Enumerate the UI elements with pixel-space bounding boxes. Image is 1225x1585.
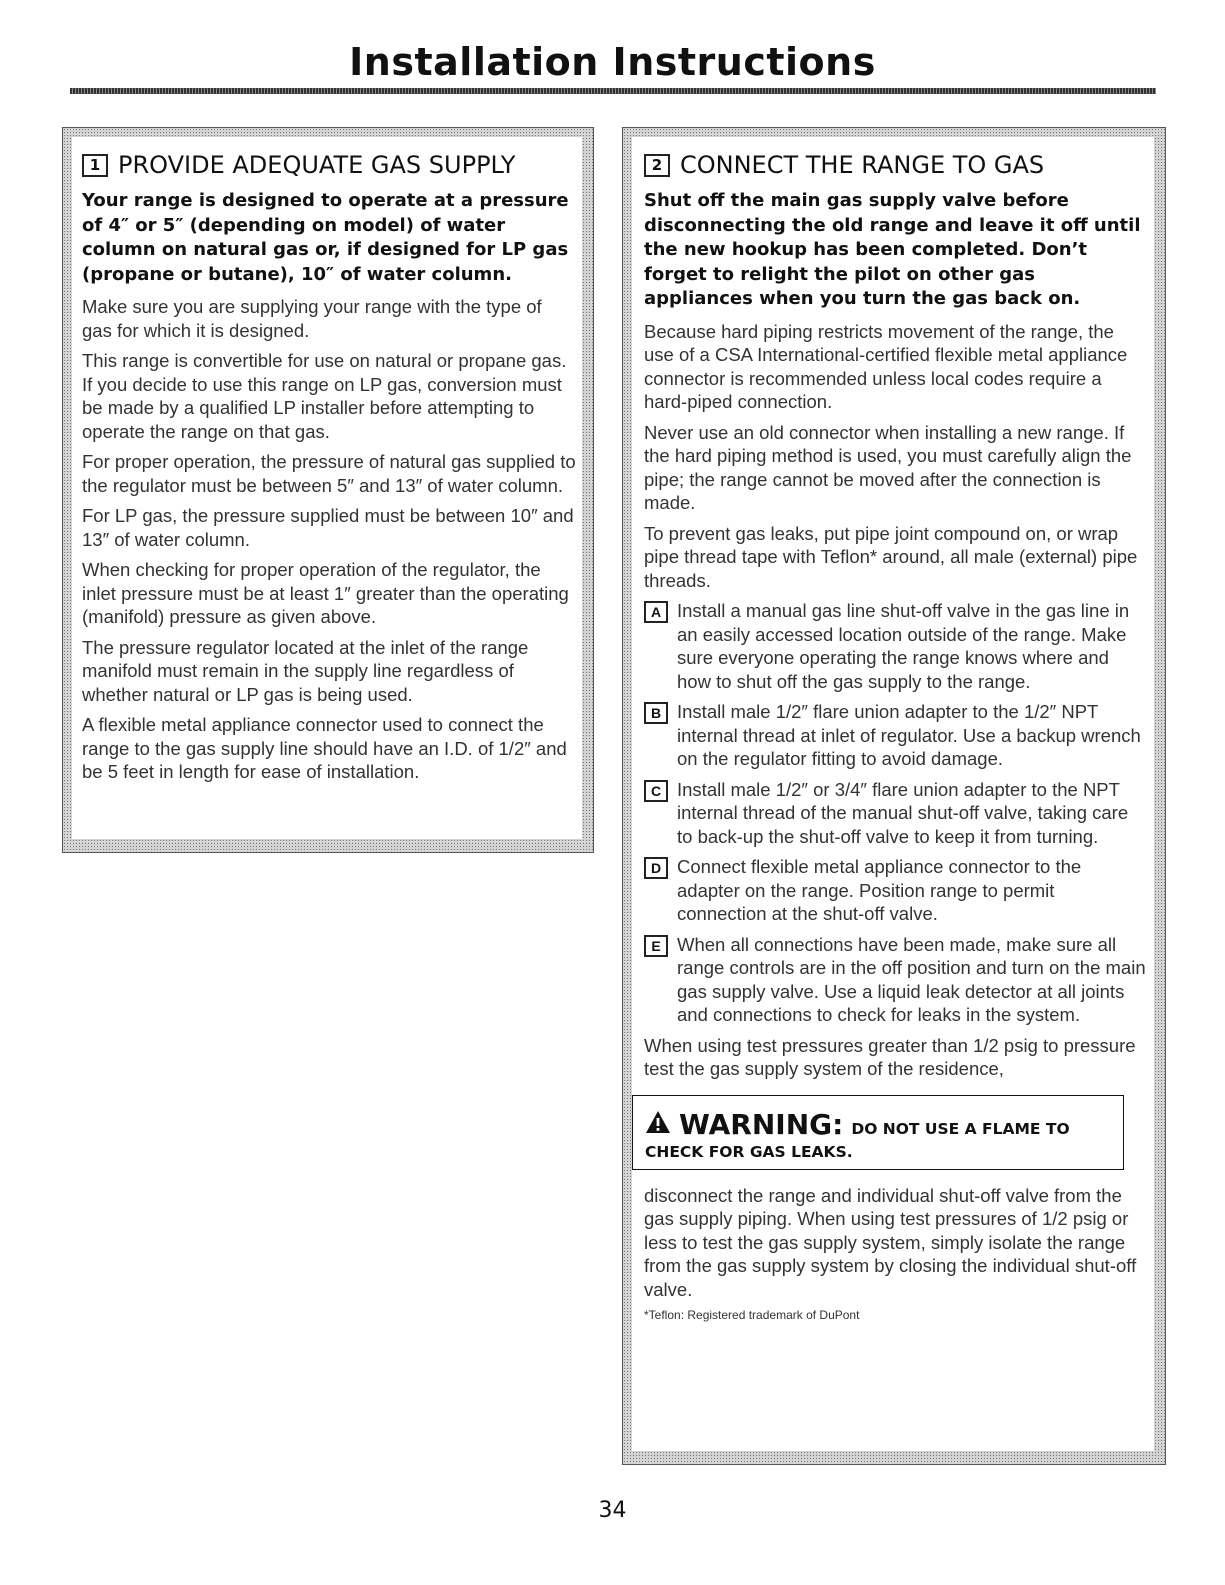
step-letter-badge: C (644, 780, 668, 802)
section-content (644, 151, 1146, 1322)
paragraph: To prevent gas leaks, put pipe joint compound on, or wrap pipe thread tape with Teflon* around, all male (external) pipe threads. (644, 522, 1138, 591)
warning-triangle-icon (645, 1110, 671, 1134)
paragraph: disconnect the range and individual shut-off valve from the gas supply piping. When using test pressures of 1/2 psig or less to test the gas supply system, simply isolate the range from the gas supply system by closing the individual shut-off valve. (644, 1184, 1137, 1300)
step-item (644, 933, 1146, 1027)
section-connect-range (622, 127, 1166, 1465)
section-provide-gas-supply (62, 127, 594, 853)
section-number-badge: 1 (82, 154, 108, 177)
page-number: 34 (598, 1498, 627, 1523)
section-heading-text: PROVIDE ADEQUATE GAS SUPPLY (118, 151, 516, 179)
step-text: Connect flexible metal appliance connector to the adapter on the range. Position range to permit connection at the shut-off valve. (677, 856, 1082, 924)
warning-text: DO NOT USE A FLAME TO (851, 1119, 1070, 1138)
step-letter-badge: D (644, 857, 668, 879)
step-letter-badge: B (644, 702, 668, 724)
paragraph: A flexible metal appliance connector used to connect the range to the gas supply line should have an I.D. of 1/2″ and be 5 feet in length for ease of installation. (82, 714, 567, 782)
step-letter-badge: A (644, 601, 668, 623)
paragraph: Make sure you are supplying your range with the type of gas for which it is designed. (82, 296, 542, 341)
paragraph: When checking for proper operation of the regulator, the inlet pressure must be at least 1″ greater than the operating (manifold) pressure as given above. (82, 559, 569, 627)
title-rule (70, 88, 1156, 94)
step-item (644, 700, 1146, 771)
paragraph: Because hard piping restricts movement of the range, the use of a CSA International-certified flexible metal appliance connector is recommended unless local codes require a hard-piped connection. (644, 320, 1128, 412)
step-text: Install male 1/2″ or 3/4″ flare union adapter to the NPT internal thread of the manual shut-off valve, taking care to back-up the shut-off valve to keep it from turning. (677, 778, 1129, 847)
lead-paragraph: Shut off the main gas supply valve before disconnecting the old range and leave it off until the new hookup has been completed. Don’t forget to relight the pilot on other gas appliances when you turn the gas back on. (644, 190, 1141, 309)
page-title: Installation Instructions (349, 40, 876, 84)
footnote: *Teflon: Registered trademark of DuPont (644, 1308, 860, 1322)
step-text: Install a manual gas line shut-off valve in the gas line in an easily accessed location outside of the range. Make sure everyone operating the range knows where and how to shut off the gas supply to the range. (677, 600, 1130, 692)
paragraph: When using test pressures greater than 1/2 psig to pressure test the gas supply system of the residence, (644, 1034, 1136, 1079)
paragraph: The pressure regulator located at the inlet of the range manifold must remain in the supply line regardless of whether natural or LP gas is being used. (82, 636, 529, 705)
lead-paragraph: Your range is designed to operate at a pressure of 4″ or 5″ (depending on model) of water column on natural gas or, if designed for LP gas (propane or butane), 10″ of water column. (82, 190, 569, 285)
section-heading (82, 151, 576, 179)
step-letter-badge: E (644, 935, 668, 957)
section-content (82, 151, 576, 791)
warning-box (632, 1095, 1124, 1170)
installation-steps (644, 599, 1146, 1027)
step-item (644, 599, 1146, 693)
section-inner (632, 137, 1154, 1451)
warning-text: CHECK FOR GAS LEAKS. (645, 1142, 853, 1161)
section-heading (644, 151, 1146, 179)
warning-title: WARNING: (679, 1107, 844, 1141)
section-heading-text: CONNECT THE RANGE TO GAS (680, 151, 1045, 179)
step-item (644, 855, 1146, 926)
step-text: When all connections have been made, make sure all range controls are in the off position and turn on the main gas supply valve. Use a liquid leak detector at all joints and connections to check for leaks in the system. (677, 933, 1146, 1025)
step-text: Install male 1/2″ flare union adapter to the 1/2″ NPT internal thread at inlet of regulator. Use a backup wrench on the regulator fitting to avoid damage. (677, 701, 1141, 769)
step-item (644, 778, 1146, 849)
paragraph: This range is convertible for use on natural or propane gas. If you decide to use this range on LP gas, conversion must be made by a qualified LP installer before attempting to operate the range on that gas. (82, 350, 567, 442)
warning-line (645, 1108, 1111, 1141)
section-inner (72, 137, 582, 839)
paragraph: Never use an old connector when installing a new range. If the hard piping method is used, you must carefully align the pipe; the range cannot be moved after the connection is made. (644, 421, 1132, 513)
section-number-badge: 2 (644, 154, 670, 177)
paragraph: For LP gas, the pressure supplied must be between 10″ and 13″ of water column. (82, 505, 574, 550)
paragraph: For proper operation, the pressure of natural gas supplied to the regulator must be between 5″ and 13″ of water column. (82, 451, 576, 496)
